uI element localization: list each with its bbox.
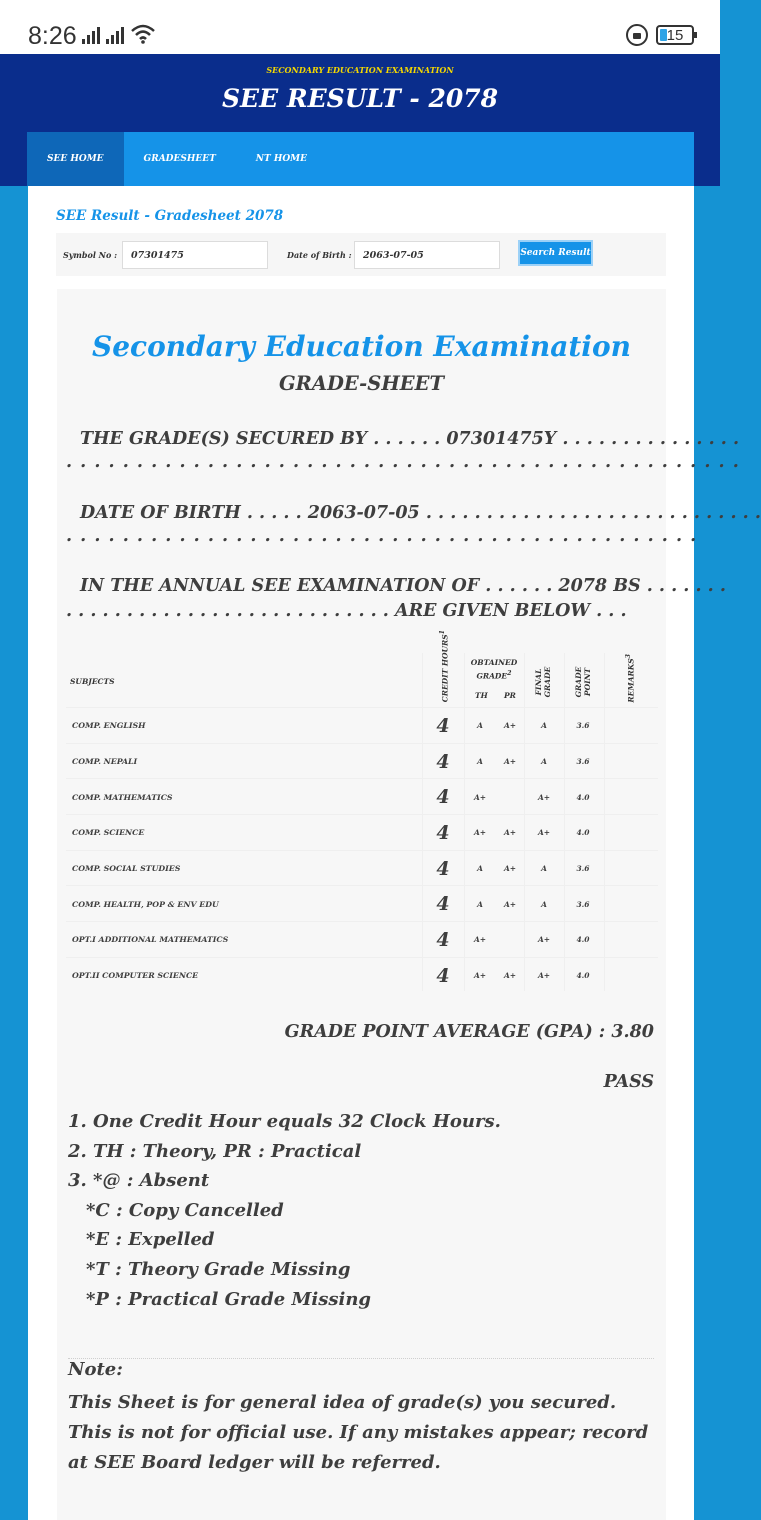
gpa-text: GRADE POINT AVERAGE (GPA) : 3.80 xyxy=(284,1022,654,1042)
cell-pr: A+ xyxy=(503,757,517,767)
status-icons xyxy=(82,24,156,44)
table-header xyxy=(66,629,658,707)
cell-subject: COMP. NEPALI xyxy=(72,757,138,767)
note-heading: Note: xyxy=(68,1359,123,1380)
cell-final: A xyxy=(541,864,547,874)
cell-credit: 4 xyxy=(436,714,450,737)
cell-gp: 3.6 xyxy=(576,899,590,909)
cell-th: A xyxy=(477,721,483,731)
table-row xyxy=(66,707,658,743)
dob-input[interactable]: 2063-07-05 xyxy=(354,241,500,269)
cell-credit: 4 xyxy=(436,750,450,773)
cell-final: A xyxy=(541,899,547,909)
symbol-label: Symbol No : xyxy=(63,250,118,260)
status-bar xyxy=(0,0,720,54)
secured-by-line: THE GRADE(S) SECURED BY . . . . . . 07301475Y . . . . . . . . . . . . . . . xyxy=(80,429,740,449)
cell-subject: OPT.II COMPUTER SCIENCE xyxy=(72,971,199,981)
cell-pr: A+ xyxy=(503,828,517,838)
cell-subject: COMP. ENGLISH xyxy=(72,721,146,731)
search-result-button[interactable]: Search Result xyxy=(518,240,593,266)
dob-dots: . . . . . . . . . . . . . . . . . . . . . . . . . . . . . . . . . . . . . . . . . . . . . xyxy=(66,526,698,546)
secured-by-dots: . . . . . . . . . . . . . . . . . . . . . . . . . . . . . . . . . . . . . . . . . . . . . . . . xyxy=(66,452,740,472)
sheet-subtitle: GRADE-SHEET xyxy=(279,372,444,395)
table-row xyxy=(66,921,658,957)
header-final-grade: FINAL GRADE xyxy=(534,666,552,698)
cell-th: A+ xyxy=(473,935,487,945)
legend-item: 2. TH : Theory, PR : Practical xyxy=(68,1140,362,1162)
cell-th: A+ xyxy=(473,792,487,802)
cell-pr: A+ xyxy=(503,721,517,731)
cell-final: A+ xyxy=(537,828,551,838)
legend-item: *E : Expelled xyxy=(86,1229,215,1251)
cell-credit: 4 xyxy=(436,893,450,916)
grade-table xyxy=(66,629,658,993)
card-title: SEE Result - Gradesheet 2078 xyxy=(56,208,284,224)
cell-pr: A+ xyxy=(503,971,517,981)
signal-icon-2 xyxy=(106,27,124,44)
result-status: PASS xyxy=(603,1072,654,1092)
cell-subject: COMP. SCIENCE xyxy=(72,828,145,838)
legend-item: 3. *@ : Absent xyxy=(68,1170,210,1192)
signal-icon xyxy=(82,27,100,44)
header-obtained-grade: OBTAINED GRADE$^2$ xyxy=(470,658,518,681)
dob-label: Date of Birth : xyxy=(287,250,352,260)
cell-credit: 4 xyxy=(436,928,450,951)
cell-subject: COMP. SOCIAL STUDIES xyxy=(72,864,181,874)
cell-pr xyxy=(498,779,522,815)
battery-icon xyxy=(656,25,694,45)
cell-pr xyxy=(498,922,522,958)
header-subjects: SUBJECTS xyxy=(70,677,115,686)
table-row xyxy=(66,778,658,814)
header-remarks: REMARKS$^3$ xyxy=(624,653,636,703)
wifi-icon xyxy=(130,24,156,44)
cell-credit: 4 xyxy=(436,964,450,987)
sheet-title: Secondary Education Examination xyxy=(92,330,631,363)
cell-gp: 4.0 xyxy=(576,792,590,802)
cell-subject: COMP. MATHEMATICS xyxy=(72,792,173,802)
header-pr: PR xyxy=(504,691,516,700)
cell-credit: 4 xyxy=(436,786,450,809)
exam-line-1: IN THE ANNUAL SEE EXAMINATION OF . . . . . . 2078 BS . . . . . . . xyxy=(80,576,726,596)
legend-item: *C : Copy Cancelled xyxy=(86,1199,284,1221)
legend-item: *T : Theory Grade Missing xyxy=(86,1258,351,1280)
rotation-lock-icon xyxy=(626,24,648,46)
note-divider xyxy=(68,1358,654,1359)
table-row xyxy=(66,743,658,779)
cell-th: A xyxy=(477,864,483,874)
note-body: This Sheet is for general idea of grade(s) you secured. This is not for official use. If any mistakes appear; record at SEE Board ledger will be referred. xyxy=(68,1392,649,1473)
cell-pr: A+ xyxy=(503,899,517,909)
symbol-input[interactable]: 07301475 xyxy=(122,241,268,269)
header-subtitle: SECONDARY EDUCATION EXAMINATION xyxy=(266,65,454,75)
cell-final: A+ xyxy=(537,971,551,981)
cell-subject: COMP. HEALTH, POP & ENV EDU xyxy=(72,899,219,909)
nav-nt-home[interactable]: NT HOME xyxy=(255,154,307,164)
cell-gp: 4.0 xyxy=(576,971,590,981)
header-credit-hours: CREDIT HOURS$^1$ xyxy=(438,629,450,703)
status-right xyxy=(626,24,694,46)
table-row xyxy=(66,814,658,850)
header-th: TH xyxy=(475,691,488,700)
table-row xyxy=(66,885,658,921)
table-row xyxy=(66,957,658,993)
cell-th: A xyxy=(477,899,483,909)
cell-gp: 4.0 xyxy=(576,935,590,945)
cell-gp: 4.0 xyxy=(576,828,590,838)
cell-th: A xyxy=(477,757,483,767)
cell-final: A+ xyxy=(537,935,551,945)
main-nav xyxy=(27,132,694,186)
cell-final: A+ xyxy=(537,792,551,802)
header-title: SEE RESULT - 2078 xyxy=(221,84,499,113)
cell-pr: A+ xyxy=(503,864,517,874)
cell-gp: 3.6 xyxy=(576,757,590,767)
exam-line-2: . . . . . . . . . . . . . . . . . . . . . . . . . . . ARE GIVEN BELOW . . . xyxy=(66,601,627,621)
cell-credit: 4 xyxy=(436,857,450,880)
nav-see-home[interactable]: SEE HOME xyxy=(27,132,124,186)
cell-th: A+ xyxy=(473,971,487,981)
cell-final: A xyxy=(541,721,547,731)
nav-gradesheet[interactable]: GRADESHEET xyxy=(143,154,216,164)
legend-list xyxy=(68,1107,658,1314)
cell-gp: 3.6 xyxy=(576,721,590,731)
dob-line: DATE OF BIRTH . . . . . 2063-07-05 . . . . . . . . . . . . . . . . . . . . . . . . . . . . xyxy=(80,503,761,523)
cell-credit: 4 xyxy=(436,821,450,844)
cell-final: A xyxy=(541,757,547,767)
battery-level: 15 xyxy=(666,26,684,44)
table-row xyxy=(66,850,658,886)
header-grade-point: GRADE POINT xyxy=(574,666,592,698)
cell-subject: OPT.I ADDITIONAL MATHEMATICS xyxy=(72,935,229,945)
legend-item: 1. One Credit Hour equals 32 Clock Hours. xyxy=(68,1111,501,1132)
cell-th: A+ xyxy=(473,828,487,838)
legend-item: *P : Practical Grade Missing xyxy=(86,1288,372,1310)
status-time: 8:26 xyxy=(28,22,77,50)
cell-gp: 3.6 xyxy=(576,864,590,874)
